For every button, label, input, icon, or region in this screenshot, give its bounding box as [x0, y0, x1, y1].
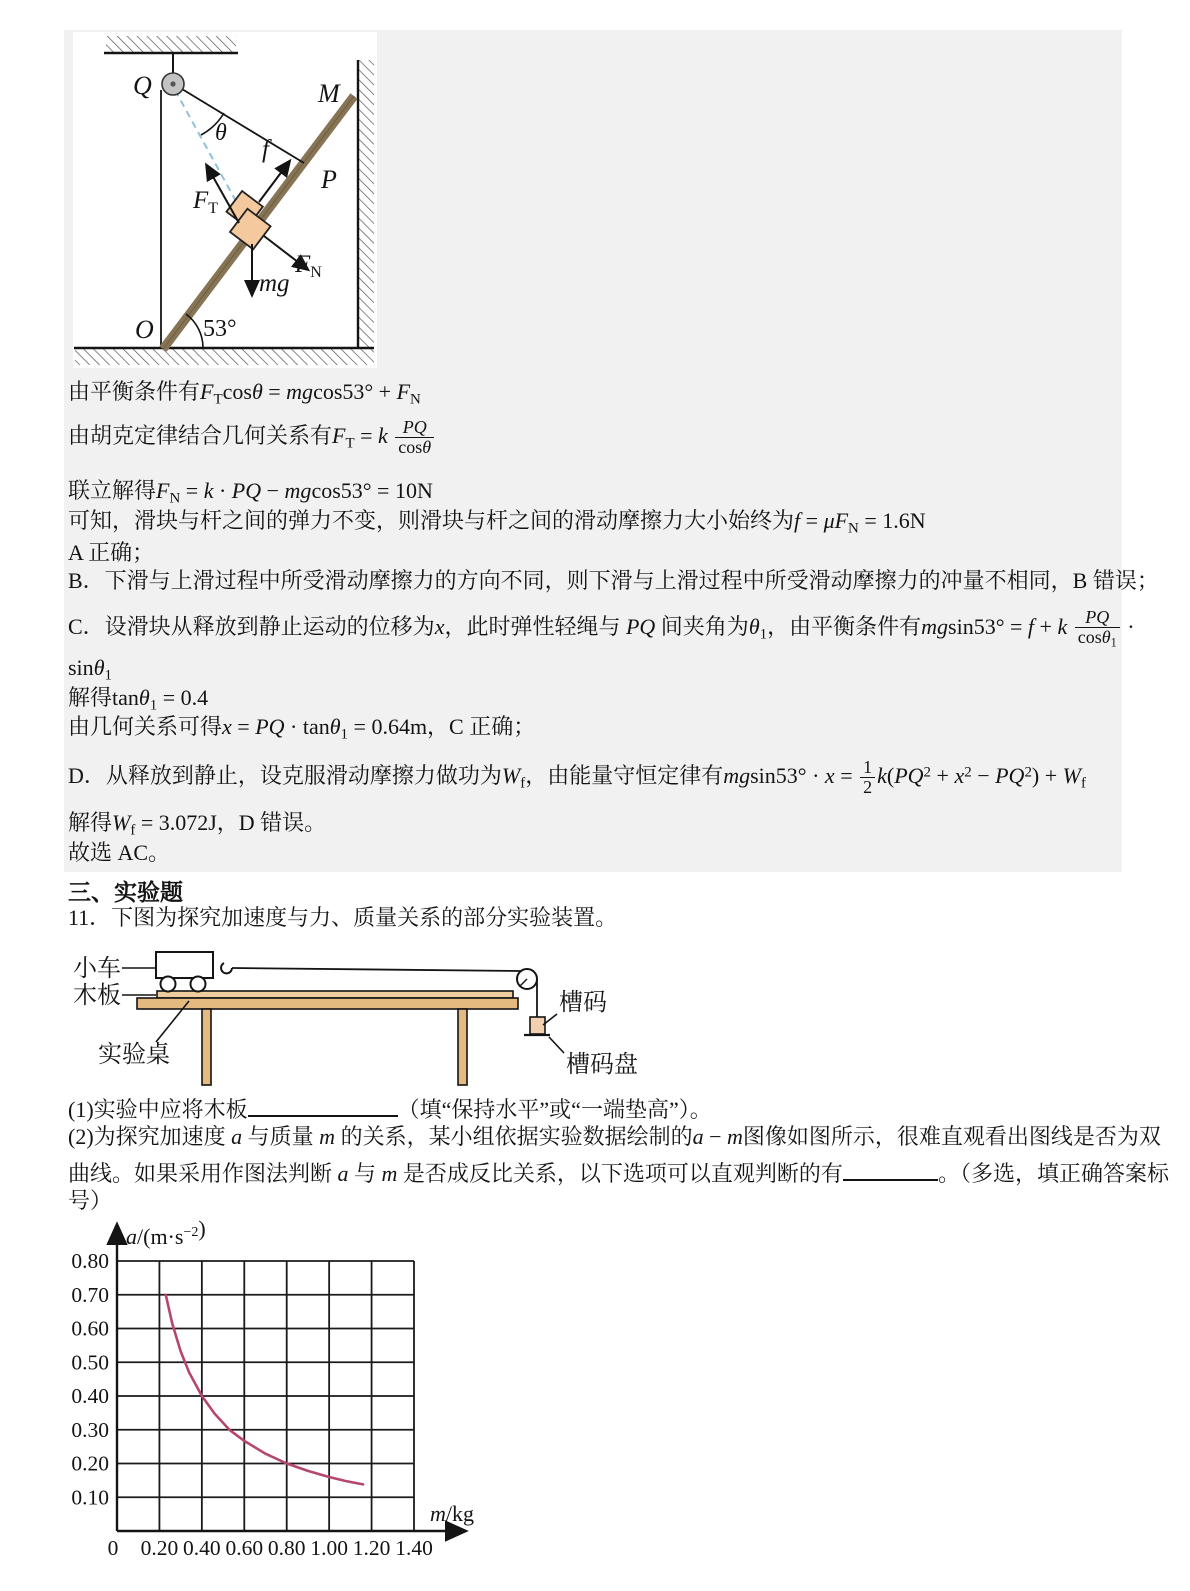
x-tick-label: 1.00: [310, 1536, 348, 1560]
label-f: f: [262, 136, 269, 163]
fill-blank: [248, 1092, 398, 1117]
label-pan: 槽码盘: [566, 1052, 638, 1078]
x-axis-label: m/kg: [430, 1501, 475, 1526]
fill-blank: [843, 1156, 938, 1181]
question-part2-l3: 号）: [68, 1188, 113, 1213]
question-11-intro: 11．下图为探究加速度与力、质量关系的部分实验装置。: [68, 905, 618, 930]
solution-line-7: C．设滑块从释放到静止运动的位移为x，此时弹性轻绳与 PQ 间夹角为$\theta_1$，由平衡条件有mgsin53° = f + k $\frac{PQ}{\cos\theta_1}$ ·: [68, 607, 1135, 651]
wall-hatch: [358, 60, 374, 348]
label-cart: 小车: [73, 956, 121, 982]
section-heading: 三、实验题: [68, 880, 183, 905]
slotted-weight: [530, 1017, 545, 1034]
solution-line-8: sinθ$_1$: [68, 655, 112, 684]
question-part1: (1)实验中应将木板 （填“保持水平”或“一端垫高”）。: [68, 1092, 712, 1123]
cart-wheel-left: [161, 977, 176, 992]
y-tick-label: 0.20: [71, 1451, 109, 1476]
label-fn: $F_N$: [295, 251, 322, 281]
solution-line-10: 由几何关系可得x = PQ · tanθ$_1$ = 0.64m，C 正确；: [68, 714, 536, 743]
solution-line-11: D．从释放到静止，设克服滑动摩擦力做功为$W_f$，由能量守恒定律有mgsin53° · x = $\frac{1}{2}$ $k(PQ^2 + x^2 - PQ^2) + W_f$: [68, 757, 1086, 798]
y-tick-label: 0.70: [71, 1282, 109, 1307]
am-curve: [166, 1295, 363, 1485]
cart-string: [232, 968, 522, 971]
solution-line-6: B．下滑与上滑过程中所受滑动摩擦力的方向不同，则下滑与上滑过程中所受滑动摩擦力的冲量不相同，B 错误；: [68, 568, 1159, 593]
x-tick-label: 1.40: [395, 1536, 433, 1560]
label-theta: θ: [215, 120, 227, 146]
label-q: Q: [133, 71, 152, 100]
rope-initial: [177, 86, 304, 163]
label-o: O: [135, 315, 154, 344]
board: [157, 991, 513, 998]
solution-line-13: 故选 AC。: [68, 840, 171, 865]
label-ft: $F_T$: [193, 187, 219, 217]
y-tick-label: 0.10: [71, 1485, 109, 1510]
solution-line-2: 由胡克定律结合几何关系有$F_T = k$ $\frac{PQ}{\cos\theta}$: [68, 418, 436, 458]
table-top: [137, 998, 518, 1009]
y-tick-label: 0.60: [71, 1316, 109, 1341]
x-tick-label: 0.80: [267, 1536, 306, 1560]
cart-wheel-right: [191, 977, 206, 992]
label-m: M: [318, 79, 340, 108]
force-diagram-panel: [73, 32, 377, 368]
label-table: 实验桌: [98, 1042, 170, 1068]
solution-line-5: A 正确；: [68, 540, 155, 565]
x-tick-label: 0: [107, 1536, 119, 1560]
cart-hook: [221, 963, 232, 973]
am-chart: [60, 1200, 490, 1585]
x-tick-label: 1.20: [352, 1536, 391, 1560]
apparatus-diagram: [60, 938, 680, 1090]
label-board: 木板: [73, 983, 121, 1009]
table-leg-left: [202, 1009, 211, 1085]
solution-line-3: 联立解得$F_N = k$ · PQ − mgcos53° = 10N: [68, 478, 433, 507]
y-axis-label: $a/(m\cdot s^{-2})$: [126, 1216, 206, 1249]
y-tick-label: 0.30: [71, 1417, 109, 1442]
force-diagram: [73, 32, 377, 368]
y-tick-label: 0.50: [71, 1350, 109, 1375]
solution-line-1: 由平衡条件有$F_T\cos\theta = mgcos53^\circ + F_N$: [68, 379, 421, 408]
label-mg: mg: [259, 270, 290, 297]
x-tick-label: 0.60: [225, 1536, 264, 1560]
solution-line-4: 可知，滑块与杆之间的弹力不变，则滑块与杆之间的滑动摩擦力大小始终为$f = \mu F_N = 1.6N$: [68, 508, 926, 537]
cart: [156, 952, 213, 978]
x-tick-label: 0.40: [183, 1536, 221, 1560]
table-leg-right: [458, 1009, 467, 1085]
x-tick-label: 0.20: [140, 1536, 179, 1560]
label-53: 53°: [203, 316, 237, 342]
ceiling-hatch: [106, 36, 236, 52]
floor-hatch: [75, 349, 374, 365]
question-part2-l2: 曲线。如果采用作图法判断 a 与 m 是否成反比关系，以下选项可以直观判断的有 。（多选，填正确答案标: [68, 1156, 1169, 1187]
y-tick-label: 0.80: [71, 1249, 109, 1273]
label-p: P: [321, 165, 337, 194]
question-part2-l1: (2)为探究加速度 a 与质量 m 的关系，某小组依据实验数据绘制的a − m图像如图所示，很难直观看出图线是否为双: [68, 1124, 1161, 1149]
label-weights: 槽码: [559, 990, 607, 1016]
solution-line-9: 解得tanθ$_1$ = 0.4: [68, 685, 209, 714]
solution-line-12: 解得$W_f = 3.072J$，D 错误。: [68, 810, 327, 839]
y-tick-label: 0.40: [71, 1384, 109, 1408]
